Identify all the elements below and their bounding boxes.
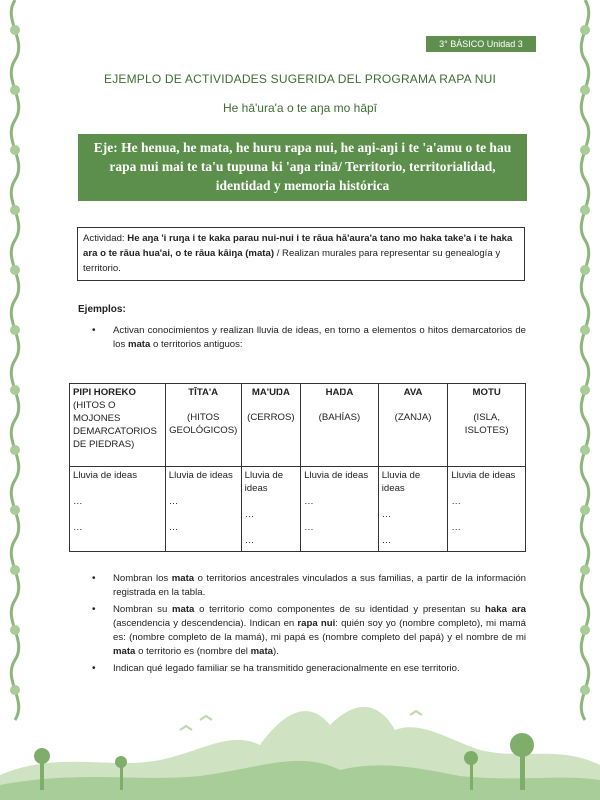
table-cell: Lluvia de ideas … … bbox=[241, 467, 300, 552]
axis-banner: Eje: He henua, he mata, he huru rapa nui, he aŋi-aŋi i te 'a'amu o te hau rapa nui mai te ta'u tupuna ki 'aŋa rinā/ Territorio, territorialidad, identidad y memoria histórica bbox=[78, 134, 527, 201]
table-header-cell: MOTU (ISLA, ISLOTES) bbox=[448, 384, 526, 467]
table-cell: Lluvia de ideas … … bbox=[448, 467, 526, 552]
table-header-cell: TĪTA'A (HITOS GEOLÓGICOS) bbox=[165, 384, 241, 467]
activity-rapanui-text: He aŋa 'i ruŋa i te kaka parau nui-nui i te rāua hā'aura'a tano mo haka take'a i te haka ara o te rāua hua'ai, o te rāua kāiŋa (mata) bbox=[83, 233, 513, 259]
table-header-cell: HAŊA (BAHÍAS) bbox=[301, 384, 379, 467]
bullet-list-1 bbox=[92, 324, 526, 355]
page-title: EJEMPLO DE ACTIVIDADES SUGERIDA DEL PROGRAMA RAPA NUI bbox=[103, 72, 497, 86]
table-header-cell: MA'UŊA (CERROS) bbox=[241, 384, 300, 467]
table-cell: Lluvia de ideas … … bbox=[165, 467, 241, 552]
list-item: • Activan conocimientos y realizan lluvia de ideas, en torno a elementos o hitos demarcatorios de los mata o territorios antiguos: bbox=[92, 324, 526, 352]
grade-unit-badge: 3° BÁSICO Unidad 3 bbox=[426, 36, 536, 52]
examples-label: Ejemplos: bbox=[78, 304, 126, 315]
right-decorative-border bbox=[570, 0, 600, 800]
activity-label: Actividad: bbox=[83, 233, 125, 244]
table-row bbox=[70, 467, 526, 552]
list-item: • Nombran su mata o territorio como componentes de su identidad y presentan su haka ara (ascendencia y descendencia). Indican en rapa nui: quién soy yo (nombre completo), mi mamá es: (nombre completo de la mamá), mi papá es (nombre completo del papá) y el nombre de mi mata o territorio es (nombre del mata). bbox=[92, 603, 526, 659]
table-cell: Lluvia de ideas … … bbox=[70, 467, 166, 552]
table-header-cell: AVA (ZANJA) bbox=[378, 384, 448, 467]
footer-landscape-illustration bbox=[0, 690, 600, 800]
table-header-row bbox=[70, 384, 526, 467]
list-item: • Nombran los mata o territorios ancestrales vinculados a sus familias, a partir de la información registrada en la tabla. bbox=[92, 572, 526, 600]
bullet-list-2 bbox=[92, 572, 526, 679]
activity-box bbox=[77, 227, 525, 281]
list-item: • Indican qué legado familiar se ha transmitido generacionalmente en ese territorio. bbox=[92, 662, 526, 676]
territory-table bbox=[69, 383, 526, 552]
table-cell: Lluvia de ideas … … bbox=[378, 467, 448, 552]
activity-spanish-text: / Realizan murales para representar su genealogía y territorio. bbox=[83, 248, 501, 274]
page-subtitle: He hā'ura'a o te aŋa mo hāpī bbox=[222, 101, 378, 115]
table-header-cell: PIPI HOREKO (HITOS O MOJONES DEMARCATORIOS DE PIEDRAS) bbox=[70, 384, 166, 467]
left-decorative-border bbox=[0, 0, 30, 800]
table-cell: Lluvia de ideas … … bbox=[301, 467, 379, 552]
